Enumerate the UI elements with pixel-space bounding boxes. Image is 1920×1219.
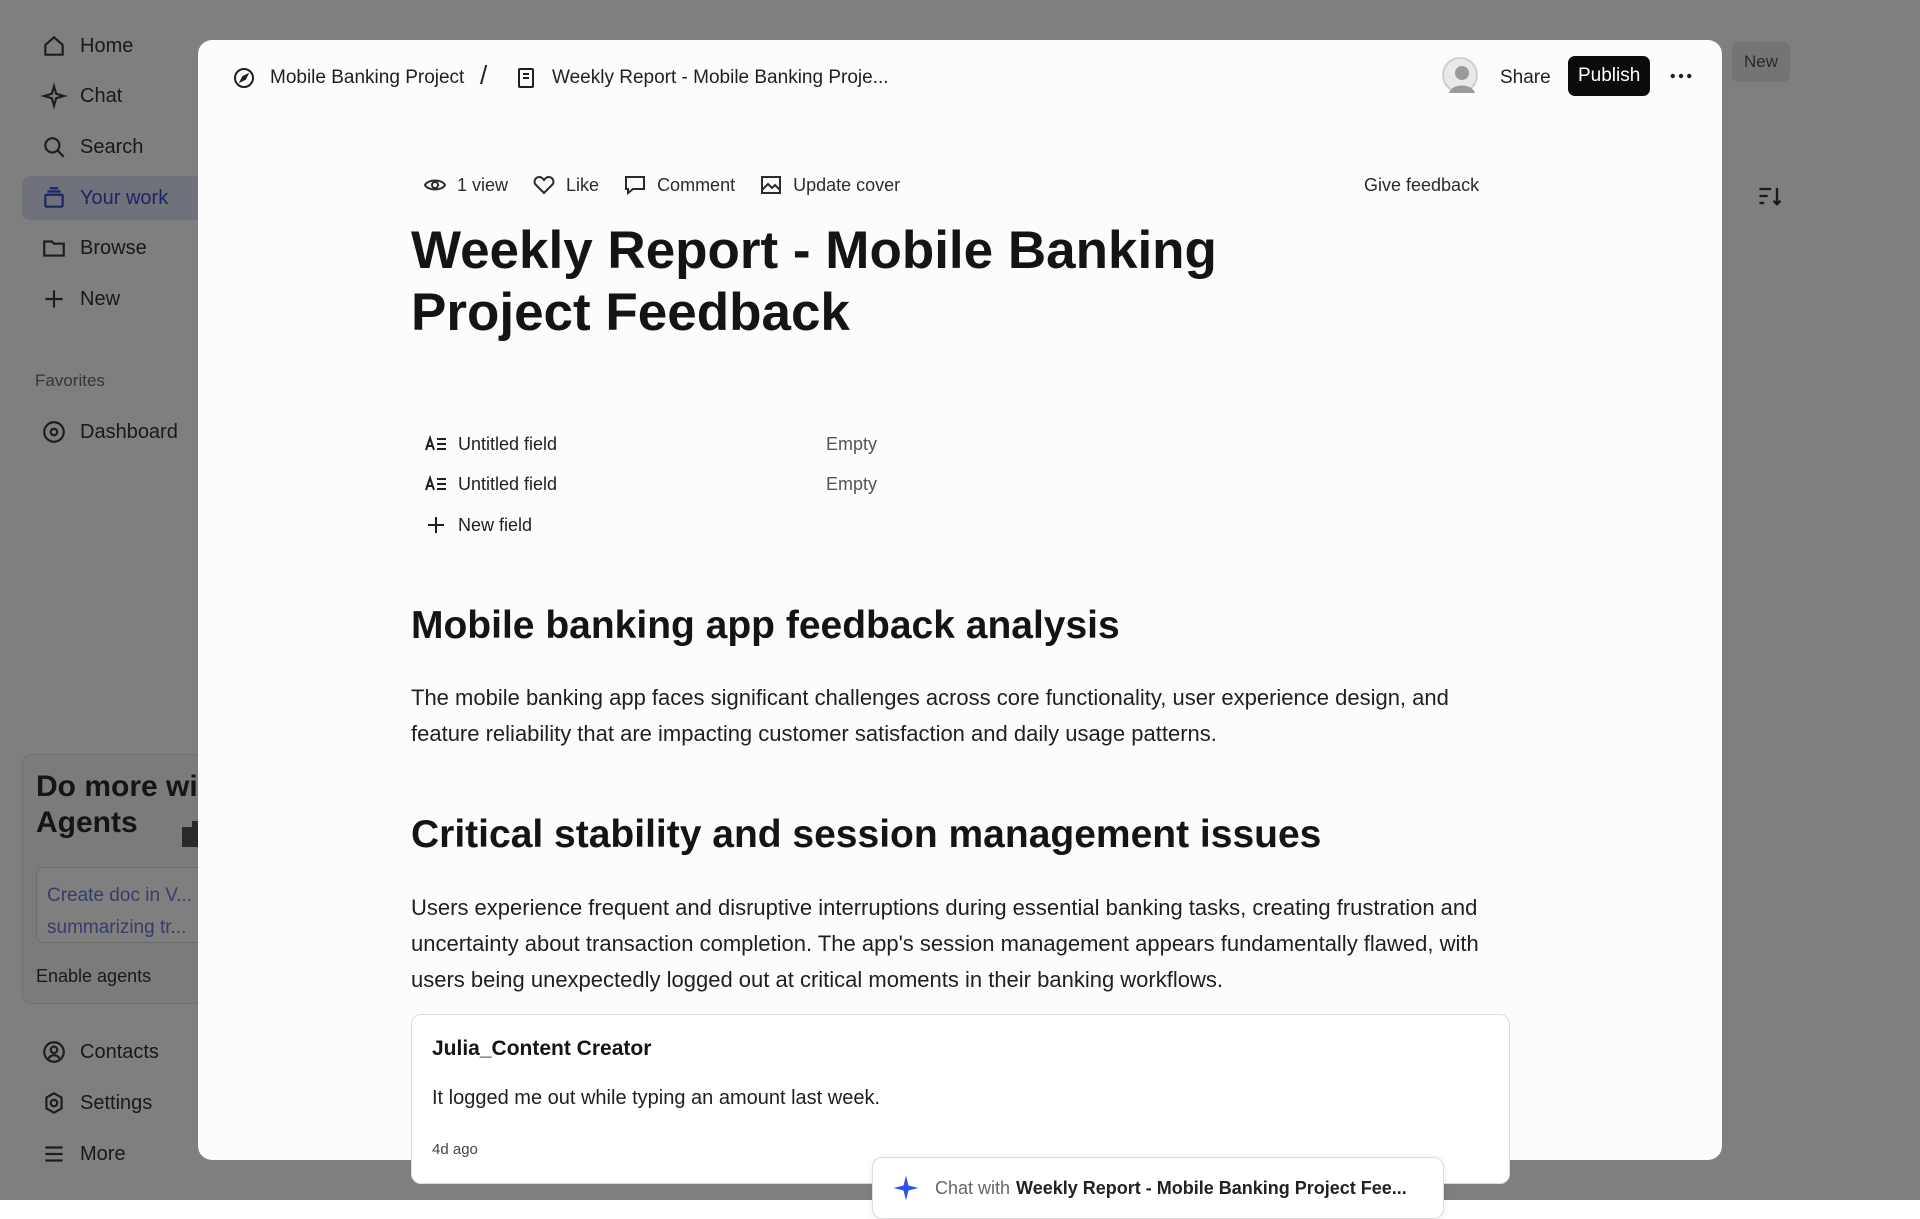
- new-field-button[interactable]: [424, 509, 924, 541]
- page-meta-row: [423, 170, 924, 200]
- update-cover-label: Update cover: [793, 174, 901, 195]
- plus-icon: [424, 513, 448, 537]
- eye-icon: [423, 173, 447, 197]
- quote-text: It logged me out while typing an amount last week.: [432, 1087, 881, 1109]
- views-count: 1 view: [457, 174, 509, 195]
- like-button[interactable]: [532, 173, 599, 197]
- sparkle-icon: [891, 1173, 921, 1203]
- property-field-name: Untitled field: [458, 473, 558, 494]
- section-paragraph[interactable]: Users experience frequent and disruptive interruptions during essential banking tasks, creating frustration and uncertainty about transaction completion. The app's session management appears fundamentally flawed, with users being unexpectedly logged out at critical moments in their banking workflows.: [411, 895, 1479, 992]
- new-field-label: New field: [458, 514, 533, 535]
- heart-icon: [532, 173, 556, 197]
- share-button[interactable]: Share: [1500, 67, 1551, 88]
- publish-button[interactable]: Publish: [1568, 56, 1650, 96]
- breadcrumb-page[interactable]: [514, 64, 889, 92]
- comment-label: Comment: [657, 174, 736, 195]
- quote-author: Julia_Content Creator: [432, 1037, 652, 1060]
- chat-with-page-button[interactable]: [872, 1157, 1444, 1219]
- update-cover-button[interactable]: [759, 173, 900, 197]
- text-field-icon: [424, 432, 448, 456]
- document-icon: [514, 66, 538, 90]
- breadcrumb-project[interactable]: [232, 64, 464, 92]
- breadcrumb-separator: /: [480, 60, 488, 90]
- chat-prefix: Chat with: [935, 1177, 1011, 1198]
- user-avatar-icon: [1444, 59, 1480, 95]
- property-field-name: Untitled field: [458, 433, 558, 454]
- give-feedback-button[interactable]: Give feedback: [1364, 174, 1480, 195]
- text-field-icon: [424, 472, 448, 496]
- image-icon: [759, 173, 783, 197]
- property-field-value[interactable]: Empty: [826, 433, 878, 454]
- like-label: Like: [566, 174, 600, 195]
- section-heading[interactable]: Mobile banking app feedback analysis: [411, 604, 1120, 647]
- breadcrumb-page-label: Weekly Report - Mobile Banking Proje...: [552, 67, 889, 88]
- modal-header: [198, 40, 1722, 112]
- document-modal: [198, 40, 1722, 1198]
- comment-icon: [623, 173, 647, 197]
- breadcrumb-project-label: Mobile Banking Project: [270, 67, 465, 88]
- more-options-icon[interactable]: [1666, 58, 1696, 94]
- section-heading[interactable]: Critical stability and session management issues: [411, 813, 1322, 856]
- property-field-value[interactable]: Empty: [826, 473, 878, 494]
- quote-timestamp: 4d ago: [432, 1141, 478, 1158]
- page-title[interactable]: Weekly Report - Mobile Banking Project Feedback: [411, 221, 1217, 342]
- comment-button[interactable]: [623, 173, 735, 197]
- compass-icon: [232, 66, 256, 90]
- avatar[interactable]: [1442, 57, 1478, 93]
- section-paragraph[interactable]: The mobile banking app faces significant challenges across core functionality, user experience design, and feature reliability that are impacting customer satisfaction and daily usage patterns.: [411, 685, 1449, 746]
- chat-target: Weekly Report - Mobile Banking Project Fee...: [1016, 1177, 1407, 1198]
- views-indicator[interactable]: [423, 173, 508, 197]
